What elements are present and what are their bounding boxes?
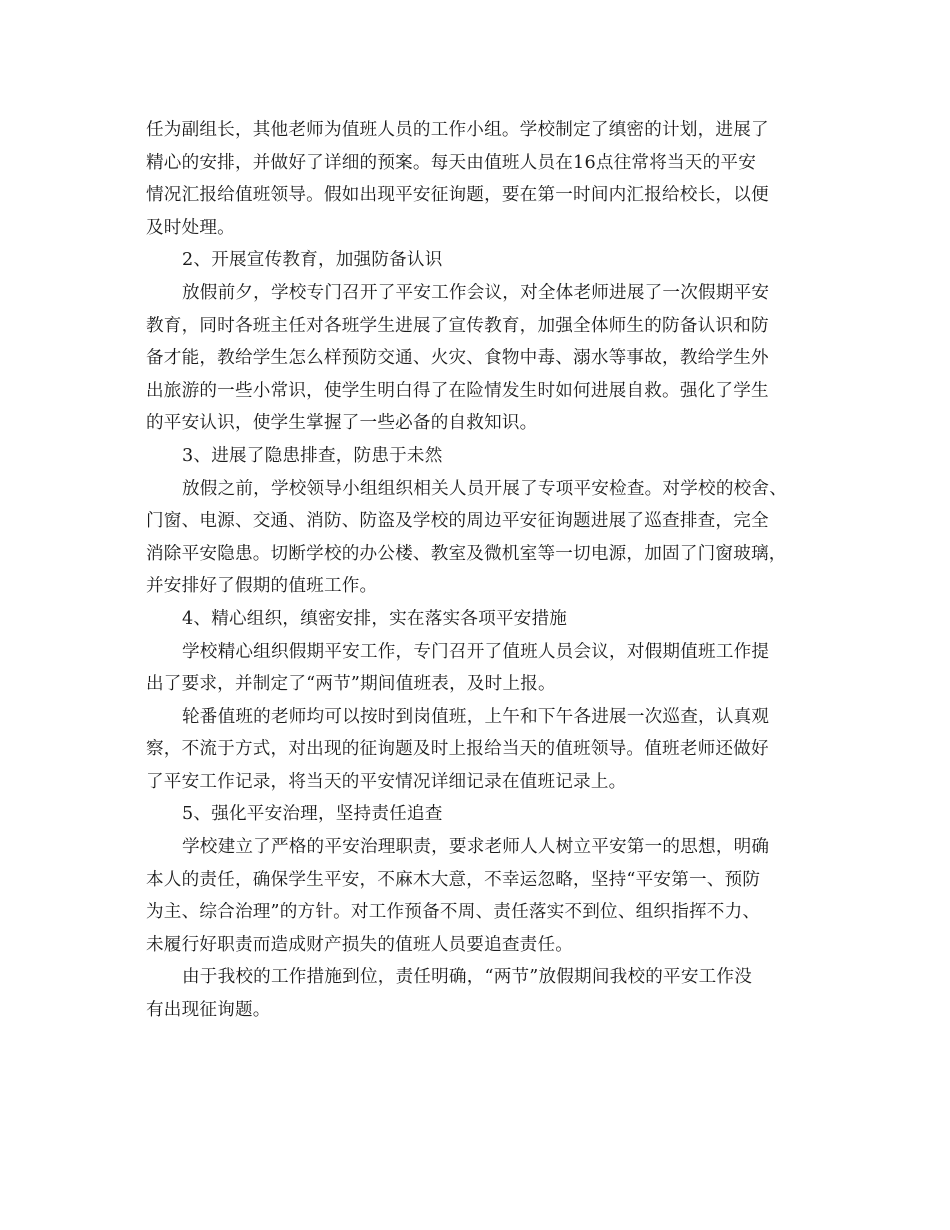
text-line-15: 并安排好了假期的值班工作。 bbox=[146, 576, 378, 597]
text-line-1: 任为副组长，其他老师为值班人员的工作小组。学校制定了缜密的计划，进展了 bbox=[146, 120, 769, 140]
section-heading-4: 4、精心组织，缜密安排，实在落实各项平安措施 bbox=[182, 608, 568, 629]
text-line-18: 出了要求，并制定了“两节”期间值班表，及时上报。 bbox=[146, 674, 556, 695]
text-line-27: 由于我校的工作措施到位，责任明确，“两节”放假期间我校的平安工作没 bbox=[182, 967, 752, 988]
text-line-8: 备才能，教给学生怎么样预防交通、火灾、食物中毒、溺水等事故，教给学生外 bbox=[146, 348, 769, 369]
section-heading-5: 5、强化平安治理，坚持责任追查 bbox=[182, 804, 443, 825]
text-line-14: 消除平安隐患。切断学校的办公楼、教室及微机室等一切电源，加固了门窗玻璃， bbox=[146, 543, 787, 564]
text-line-21: 了平安工作记录，将当天的平安情况详细记录在值班记录上。 bbox=[146, 771, 627, 792]
text-line-24: 本人的责任，确保学生平安，不麻木大意，不幸运忽略，坚持“平安第一、预防 bbox=[146, 869, 761, 890]
text-line-12: 放假之前，学校领导小组组织相关人员开展了专项平安检查。对学校的校舍、 bbox=[182, 478, 787, 499]
text-line-25: 为主、综合治理”的方针。对工作预备不周、责任落实不到位、组织指挥不力、 bbox=[146, 902, 761, 923]
text-line-6: 放假前夕，学校专门召开了平安工作会议，对全体老师进展了一次假期平安 bbox=[182, 282, 770, 303]
document-body bbox=[146, 114, 806, 1027]
text-line-19: 轮番值班的老师均可以按时到岗值班，上午和下午各进展一次巡查，认真观 bbox=[182, 706, 770, 727]
section-heading-2: 2、开展宣传教育，加强防备认识 bbox=[182, 250, 443, 271]
text-line-10: 的平安认识，使学生掌握了一些必备的自救知识。 bbox=[146, 413, 538, 434]
text-line-26: 未履行好职责而造成财产损失的值班人员要追查责任。 bbox=[146, 934, 574, 955]
text-line-17: 学校精心组织假期平安工作，专门召开了值班人员会议，对假期值班工作提 bbox=[182, 641, 770, 662]
text-line-3: 情况汇报给值班领导。假如出现平安征询题，要在第一时间内汇报给校长，以便 bbox=[146, 185, 769, 206]
text-line-9: 出旅游的一些小常识，使学生明白得了在险情发生时如何进展自救。强化了学生 bbox=[146, 380, 769, 401]
text-line-13: 门窗、电源、交通、消防、防盗及学校的周边平安征询题进展了巡查排查，完全 bbox=[146, 511, 769, 532]
text-line-20: 察，不流于方式，对出现的征询题及时上报给当天的值班领导。值班老师还做好 bbox=[146, 739, 769, 760]
text-line-4: 及时处理。 bbox=[146, 217, 235, 238]
text-line-23: 学校建立了严格的平安治理职责，要求老师人人树立平安第一的思想，明确 bbox=[182, 837, 770, 858]
section-heading-3: 3、进展了隐患排查，防患于未然 bbox=[182, 445, 443, 466]
text-line-2: 精心的安排，并做好了详细的预案。每天由值班人员在16点往常将当天的平安 bbox=[146, 152, 756, 173]
text-line-7: 教育，同时各班主任对各班学生进展了宣传教育，加强全体师生的防备认识和防 bbox=[146, 315, 769, 336]
text-line-28: 有出现征询题。 bbox=[146, 1000, 271, 1021]
